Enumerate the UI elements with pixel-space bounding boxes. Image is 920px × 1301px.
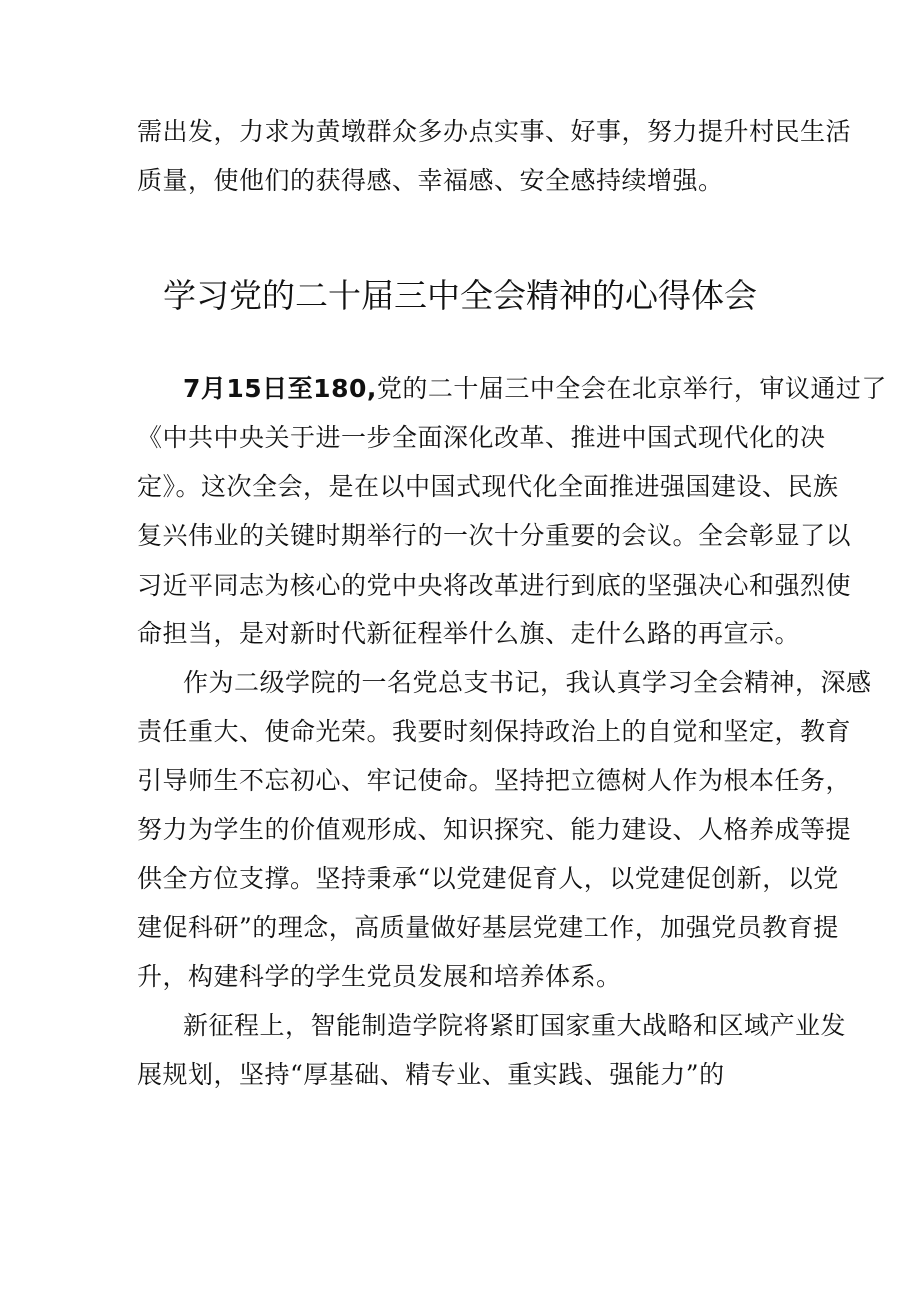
intro-line-2: 质量，使他们的获得感、幸福感、安全感持续增强。 [137,166,724,195]
p1-line-2: 《中共中央关于进一步全面深化改革、推进中国式现代化的决 [137,423,826,452]
p2-line-4: 努力为学生的价值观形成、知识探究、能力建设、人格养成等提 [137,815,852,844]
p2-line-5: 供全方位支撑。坚持秉承“以党建促育人，以党建促创新，以党 [137,864,839,893]
p2-line-1: 作为二级学院的一名党总支书记，我认真学习全会精神，深感 [183,668,872,697]
p1-line-3: 定》。这次全会，是在以中国式现代化全面推进强国建设、民族 [137,472,839,501]
p1-line-1-text: 党的二十届三中全会在北京举行，审议通过了 [376,374,887,403]
p1-line-4: 复兴伟业的关键时期举行的一次十分重要的会议。全会彰显了以 [137,521,852,550]
p3-line-1: 新征程上，智能制造学院将紧盯国家重大战略和区域产业发 [183,1011,847,1040]
p1-line-5: 习近平同志为核心的党中央将改革进行到底的坚强决心和强烈使 [137,571,852,600]
p2-line-3: 引导师生不忘初心、牢记使命。坚持把立德树人作为根本任务， [137,766,852,795]
document-title: 学习党的二十届三中全会精神的心得体会 [163,276,757,315]
p2-line-7: 升，构建科学的学生党员发展和培养体系。 [137,962,622,991]
intro-line-1: 需出发，力求为黄墩群众多办点实事、好事，努力提升村民生活 [137,117,852,146]
p2-line-2: 责任重大、使命光荣。我要时刻保持政治上的自觉和坚定，教育 [137,717,852,746]
p1-line-6: 命担当，是对新时代新征程举什么旗、走什么路的再宣示。 [137,619,801,648]
p3-line-2: 展规划，坚持“厚基础、精专业、重实践、强能力”的 [137,1060,725,1089]
p2-line-6: 建促科研”的理念，高质量做好基层党建工作，加强党员教育提 [137,913,839,942]
p1-line-1 [183,373,887,405]
p1-date-lead: 7月15日至180, [183,374,377,403]
